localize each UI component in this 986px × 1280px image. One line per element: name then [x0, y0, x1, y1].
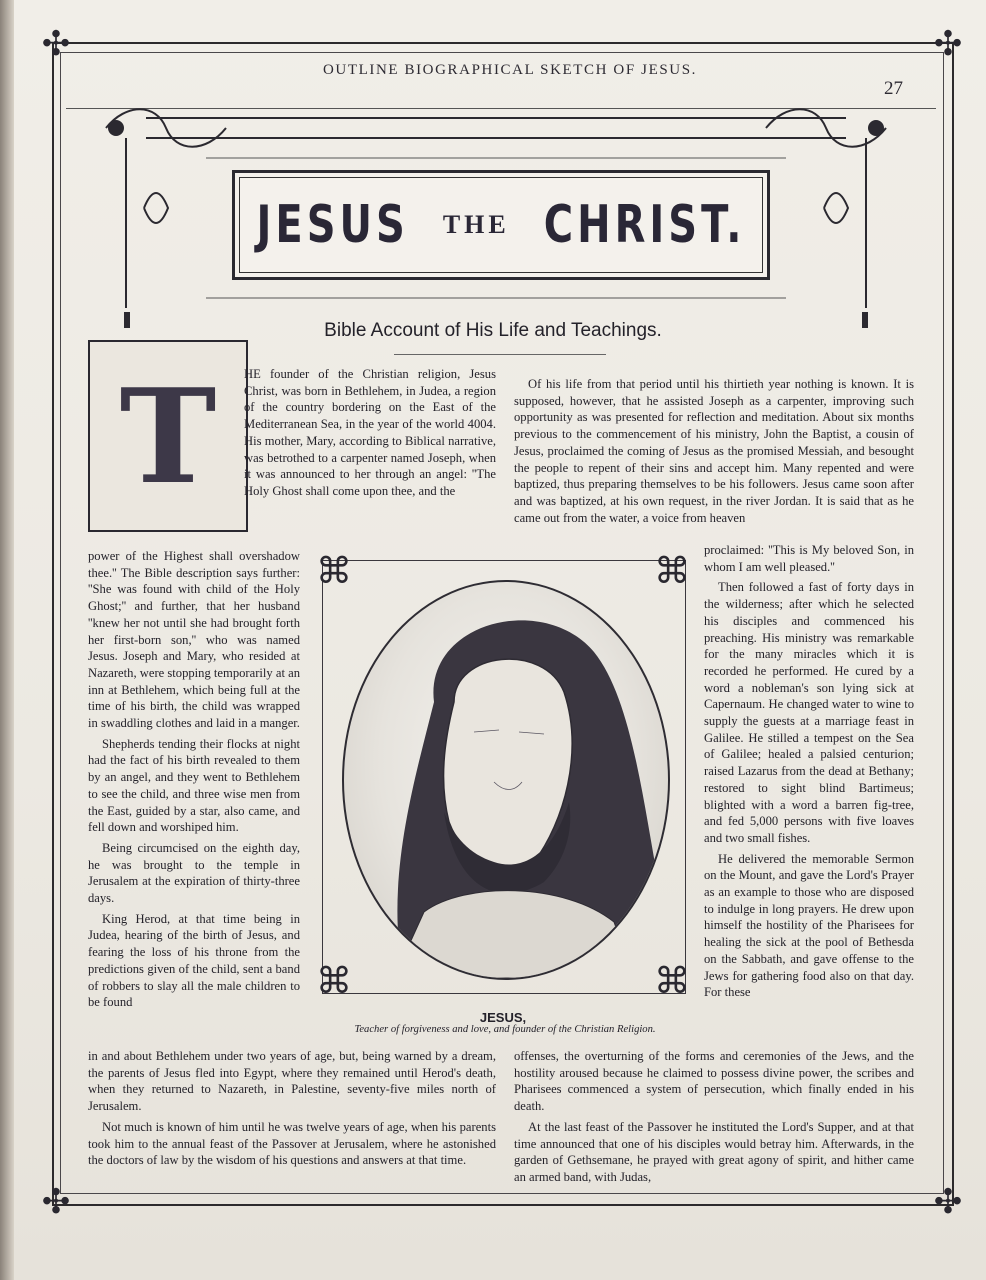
frame-corner-icon: ⌘ [316, 551, 352, 592]
portrait-caption-description: Teacher of forgiveness and love, and founder of the Christian Religion. [354, 1024, 656, 1035]
portrait-engraving [342, 580, 670, 980]
right-top-column [514, 376, 914, 530]
left-column [88, 548, 300, 1015]
paragraph: offenses, the overturning of the forms and ceremonies of the Jews, and the hostility aroused because he claimed to possess divine power, the scribes and Pharisees commenced a system of persecution, which finally ended in his death. [514, 1049, 914, 1114]
page-number: 27 [884, 78, 903, 99]
paragraph: Of his life from that period until his thirtieth year nothing is known. It is supposed, however, that he assisted Joseph as a carpenter, improving such opportunity as was presented for reflection and meditation. About six months previous to the commencement of his ministry, John the Baptist, a cousin of Jesus, proclaimed the coming of Jesus as the promised Messiah, and besought the people to repent of their sins and accept him. Many repented and were baptized, thus preparing themselves to be his followers. Jesus came soon after and was baptized, at his own request, in the river Jordan. It is said that as he came out from the water, a voice from heaven [514, 377, 914, 525]
title-banner [86, 98, 906, 338]
corner-ornament-icon: ✣ [933, 24, 963, 64]
intro-paragraph: HE founder of the Christian religion, Jesus Christ, was born in Bethlehem, in Judea, a region of the country bordering on the East of the Mediterranean Sea, in the year of the world 4004. His mother, Mary, according to Biblical narrative, was betrothed to a carpenter named Joseph, when it was announced to her through an angel: ''The Holy Ghost shall come upon thee, and the [244, 367, 496, 498]
subtitle-rule [394, 354, 606, 355]
title-box [232, 170, 770, 280]
title-word-jesus: JESUS [256, 195, 409, 255]
left-bottom-column [88, 1048, 496, 1173]
corner-ornament-icon: ✣ [41, 24, 71, 64]
drop-cap-box [88, 340, 248, 532]
running-head: OUTLINE BIOGRAPHICAL SKETCH OF JESUS. [322, 62, 698, 78]
paragraph: At the last feast of the Passover he instituted the Lord's Supper, and at that time announced that one of his disciples would betray him. Afterwards, in the garden of Gethsemane, he prayed with great agony of spirit, and hither came an armed band, with Judas, [514, 1119, 914, 1184]
title-word-christ: CHRIST. [543, 195, 746, 255]
book-spine-shadow [0, 0, 14, 1280]
paragraph: in and about Bethlehem under two years of age, but, being warned by a dream, the parents of Jesus fled into Egypt, where they remained until Herod's death, when they returned to Nazareth, in Palestine, seventy-five miles north of Jerusalem. [88, 1049, 496, 1114]
paragraph: Shepherds tending their flocks at night had the fact of his birth revealed to them by an angel, and they went to Bethlehem to see the child, and three wise men from the East, guided by a star, also came, and fell down and worshiped him. [88, 736, 300, 835]
paragraph: Being circumcised on the eighth day, he was brought to the temple in Jerusalem at the expiration of thirty-three days. [88, 840, 300, 906]
paragraph: King Herod, at that time being in Judea, hearing of the birth of Jesus, and fearing the loss of his throne from the predictions given of the child, sent a band of robbers to slay all the male children to be found [88, 911, 300, 1010]
title-word-the: THE [442, 210, 510, 239]
corner-ornament-icon: ✣ [933, 1182, 963, 1222]
paragraph: Then followed a fast of forty days in the wilderness; after which he selected his disciples and commenced his preaching. His ministry was remarkable for the many miracles which it is recorded he performed. He cured by a word a nobleman's son lying sick at Capernaum. He changed water to wine to supply the guests at a marriage feast in Galilee. He stilled a tempest on the Sea of Galilee; healed a palsied centurion; raised Lazarus from the dead at Bethany; restored to sight blind Bartimeus; blighted with a word a barren fig-tree, and fed 5,000 persons with five loaves and two small fishes. [704, 580, 914, 845]
intro-paragraph-block [244, 366, 496, 504]
subtitle: Bible Account of His Life and Teachings. [324, 320, 662, 341]
paragraph: power of the Highest shall overshadow thee.'' The Bible description says further: ''She was found with child of the Holy Ghost;'' and further, that her husband ''knew her not until she had brought forth her first-born son,'' who was named Jesus. Joseph and Mary, who resided at Nazareth, were stopping temporarily at an inn at Bethlehem, which being full at the time of his birth, the child was wrapped in swaddling clothes and laid in a manger. [88, 549, 300, 731]
right-column [704, 542, 914, 1005]
right-bottom-column [514, 1048, 914, 1190]
frame-corner-icon: ⌘ [654, 961, 690, 1002]
frame-corner-icon: ⌘ [316, 961, 352, 1002]
paragraph: He delivered the memorable Sermon on the Mount, and gave the Lord's Prayer as an example to those who are disposed to indulge in long prayers. He drew upon himself the hostility of the Pharisees for healing the sick at the pool of Bethesda on the Sabbath, and gave offense to the Jews for gathering food also on that day. For these [704, 851, 914, 1000]
corner-ornament-icon: ✣ [41, 1182, 71, 1222]
paragraph: Not much is known of him until he was twelve years of age, when his parents took him to the annual feast of the Passover at Jerusalem, where he astonished the doctors of law by the wisdom of his questions and answers at that time. [88, 1119, 496, 1168]
drop-cap-letter: T [119, 359, 217, 513]
jesus-portrait-icon [344, 582, 668, 978]
paragraph: proclaimed: ''This is My beloved Son, in whom I am well pleased.'' [704, 543, 914, 574]
portrait-caption-name: JESUS, [479, 1010, 527, 1025]
frame-corner-icon: ⌘ [654, 551, 690, 592]
